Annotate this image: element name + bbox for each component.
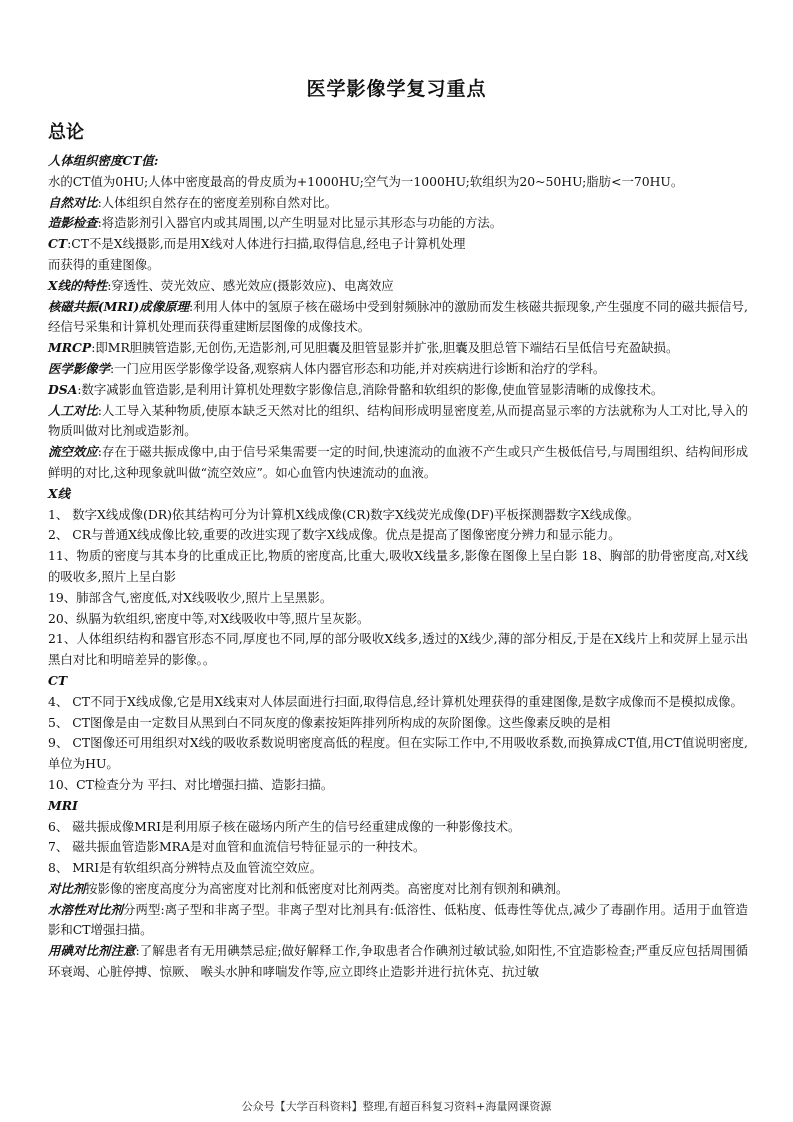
paragraph	[48, 172, 748, 193]
paragraph-text: 8、 MRI是有软组织高分辨特点及血管流空效应。	[48, 860, 323, 876]
term-label: 人工对比	[48, 402, 98, 418]
paragraph	[48, 359, 748, 380]
paragraph	[48, 941, 748, 983]
paragraph	[48, 879, 748, 900]
paragraph-text: 分两型:离子型和非离子型。非离子型对比剂具有:低溶性、低粘度、低毒性等优点,减少了毒副作用。适用于血管造影和CT增强扫描。	[48, 901, 748, 938]
paragraph-text: :CT不是X线摄影,而是用X线对人体进行扫描,取得信息,经电子计算机处理	[67, 236, 466, 252]
paragraph	[48, 775, 748, 796]
paragraph-text: 11、物质的密度与其本身的比重成正比,物质的密度高,比重大,吸收X线量多,影像在图像上呈白影 18、胸部的肋骨密度高,对X线的吸收多,照片上呈白影	[48, 548, 748, 584]
paragraph-text: 人体组织密度CT值:	[48, 153, 159, 168]
page-title: 医学影像学复习重点	[306, 78, 487, 100]
paragraph	[48, 546, 748, 588]
paragraph-text: 10、CT检查分为 平扫、对比增强扫描、造影扫描。	[48, 776, 334, 792]
paragraph	[48, 713, 748, 734]
paragraph-text: 2、 CR与普通X线成像比较,重要的改进实现了数字X线成像。优点是提高了图像密度分辨力和显示能力。	[48, 527, 621, 543]
paragraph-text: :穿透性、荧光效应、感光效应(摄影效应)、电离效应	[107, 277, 394, 293]
paragraph-text: 20、纵膈为软组织,密度中等,对X线吸收中等,照片呈灰影。	[48, 610, 370, 626]
paragraph	[48, 692, 748, 713]
document-body	[48, 151, 748, 983]
paragraph-text: :即MR胆胰管造影,无创伤,无造影剂,可见胆囊及胆管显影并扩张,胆囊及胆总管下端结石呈低信号充盈缺损。	[91, 340, 679, 356]
paragraph-text: 而获得的重建图像。	[48, 256, 160, 272]
paragraph-text: 9、 CT图像还可用组织对X线的吸收系数说明密度高低的程度。但在实际工作中,不用吸收系数,而换算成CT值,用CT值说明密度,单位为HU。	[48, 735, 748, 772]
term-label: DSA	[48, 381, 78, 397]
paragraph	[48, 609, 748, 630]
paragraph	[48, 588, 748, 609]
paragraph-text: :人工导入某种物质,使原本缺乏天然对比的组织、结构间形成明显密度差,从而提高显示率的方法就称为人工对比,导入的物质叫做对比剂或造影剂。	[48, 402, 749, 439]
paragraph	[48, 276, 748, 297]
term-label: CT	[48, 236, 68, 252]
paragraph	[48, 297, 748, 339]
paragraph-text: 4、 CT不同于X线成像,它是用X线束对人体层面进行扫面,取得信息,经计算机处理获得的重建图像,是数字成像而不是模拟成像。	[48, 693, 743, 709]
paragraph-text: MRI	[48, 797, 78, 813]
paragraph-text: :将造影剂引入器官内或其周围,以产生明显对比显示其形态与功能的方法。	[97, 215, 503, 231]
paragraph-text: :存在于磁共振成像中,由于信号采集需要一定的时间,快速流动的血液不产生或只产生极低信号,与周围组织、结构间形成鲜明的对比,这种现象就叫做“流空效应”。如心血管内快速流动的血液。	[48, 444, 749, 480]
term-label: 水溶性对比剂	[48, 901, 123, 917]
subsection-heading	[48, 484, 748, 505]
paragraph	[48, 442, 748, 484]
term-label: 自然对比	[48, 194, 98, 210]
paragraph-text: :了解患者有无用碘禁忌症;做好解释工作,争取患者合作碘剂过敏试验,如阳性,不宜造影检查;严重反应包括周围循环衰竭、心脏停搏、惊厥、 喉头水肿和哮喘发作等,应立即终止造影并进行抗休克、抗过敏	[48, 943, 748, 980]
paragraph-text: 6、 磁共振成像MRI是利用原子核在磁场内所产生的信号经重建成像的一种影像技术。	[48, 818, 521, 834]
paragraph	[48, 213, 748, 234]
paragraph	[48, 255, 748, 276]
paragraph-text: 按影像的密度高度分为高密度对比剂和低密度对比剂两类。高密度对比剂有钡剂和碘剂。	[85, 880, 569, 896]
paragraph	[48, 525, 748, 546]
paragraph-text: 1、 数字X线成像(DR)依其结构可分为计算机X线成像(CR)数字X线荧光成像(DF)平板探测器数字X线成像。	[48, 506, 640, 522]
paragraph	[48, 234, 748, 255]
paragraph	[48, 817, 748, 838]
section-heading: 总论	[48, 122, 84, 143]
term-label: 核磁共振(MRI)成像原理	[48, 298, 189, 314]
term-label: 用碘对比剂注意	[48, 943, 136, 959]
paragraph	[48, 193, 748, 214]
paragraph-text: 7、 磁共振血管造影MRA是对血管和血流信号特征显示的一种技术。	[48, 839, 426, 855]
paragraph-text: 水的CT值为0HU;人体中密度最高的骨皮质为+1000HU;空气为一1000HU;软组织为20~50HU;脂肪<一70HU。	[48, 173, 684, 189]
paragraph	[48, 338, 748, 359]
paragraph	[48, 837, 748, 858]
paragraph	[48, 629, 748, 671]
paragraph-text: :人体组织自然存在的密度差别称自然对比。	[97, 194, 338, 210]
paragraph	[48, 900, 748, 942]
paragraph-text: 5、 CT图像是由一定数目从黑到白不同灰度的像素按矩阵排列所构成的灰阶图像。这些像素反映的是相	[48, 714, 611, 730]
paragraph	[48, 401, 748, 443]
paragraph-text: :数字减影血管造影,是利用计算机处理数字影像信息,消除骨骼和软组织的影像,使血管显影清晰的成像技术。	[77, 381, 664, 397]
paragraph-text: CT	[48, 672, 68, 688]
term-label: X线的特性	[48, 277, 108, 293]
paragraph	[48, 733, 748, 775]
term-label: 流空效应	[48, 444, 98, 460]
subsection-heading	[48, 671, 748, 692]
paragraph	[48, 505, 748, 526]
paragraph-text: X线	[48, 485, 71, 501]
paragraph	[48, 858, 748, 879]
subsection-heading	[48, 151, 748, 172]
term-label: 医学影像学	[48, 360, 110, 376]
paragraph-text: 21、人体组织结构和器官形态不同,厚度也不同,厚的部分吸收X线多,透过的X线少,薄的部分相反,于是在X线片上和荧屏上显示出黑白对比和明暗差异的影像。。	[48, 631, 748, 668]
term-label: MRCP	[48, 340, 92, 356]
term-label: 对比剂	[48, 880, 86, 896]
paragraph-text: :利用人体中的氢原子核在磁场中受到射频脉冲的激励而发生核磁共振现象,产生强度不同的磁共振信号,经信号采集和计算机处理而获得重建断层图像的成像技术。	[48, 298, 748, 335]
paragraph-text: 19、肺部含气,密度低,对X线吸收少,照片上呈黑影。	[48, 589, 333, 605]
footer-note: 公众号【大学百科资料】整理,有超百科复习资料+海量网课资源	[241, 1100, 552, 1113]
paragraph-text: :一门应用医学影像学设备,观察病人体内器官形态和功能,并对疾病进行诊断和治疗的学科。	[109, 360, 606, 376]
subsection-heading	[48, 796, 748, 817]
paragraph	[48, 380, 748, 401]
term-label: 造影检查	[48, 215, 98, 231]
